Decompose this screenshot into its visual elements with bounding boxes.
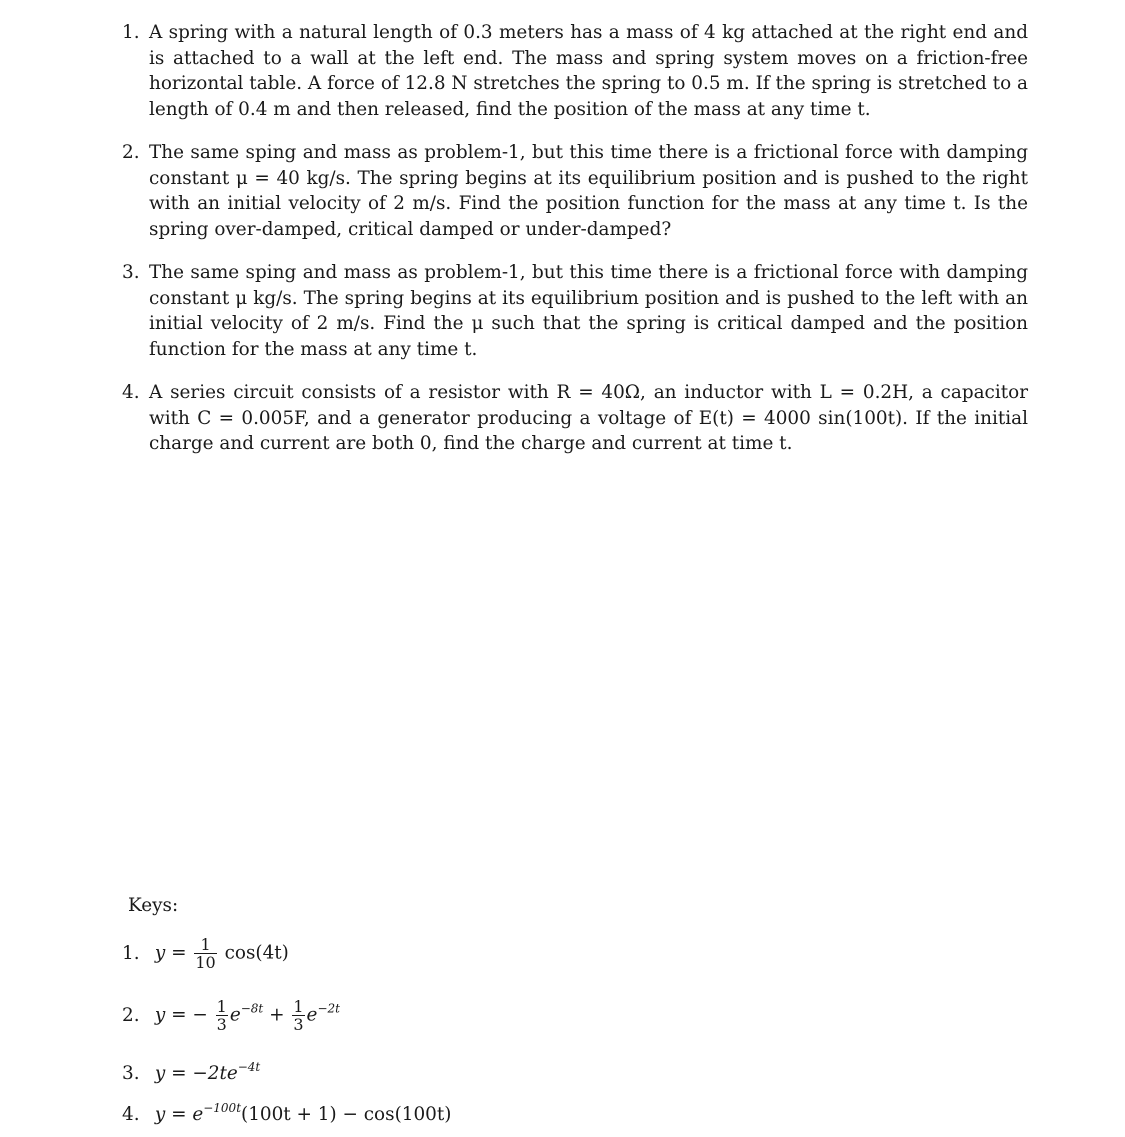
problem-text: A spring with a natural length of 0.3 meters has a mass of 4 kg attached at the right end and is attached to a wall at the left end. The mass and spring system moves on a friction-free horizontal table. A force of 12.8 N stretches the spring to 0.5 m. If the spring is stretched to a length of 0.4 m and then released, find the position of the mass at any time t. xyxy=(149,22,1028,120)
exponent: −2t xyxy=(317,1001,340,1016)
key-rest: (100t + 1) − cos(100t) xyxy=(241,1104,452,1125)
fraction xyxy=(292,998,304,1033)
problem-1 xyxy=(122,20,1028,122)
key-number: 3. xyxy=(122,1063,140,1084)
key-2 xyxy=(122,998,340,1033)
problem-2 xyxy=(122,140,1028,242)
problem-3 xyxy=(122,260,1028,362)
key-lhs: y = xyxy=(154,942,187,964)
fraction-denominator: 3 xyxy=(293,1015,304,1034)
fraction-numerator: 1 xyxy=(216,997,227,1016)
problem-text: The same sping and mass as problem-1, but this time there is a frictional force with damping constant μ kg/s. The spring begins at its equilibrium position and is pushed to the left with an initial velocity of 2 m/s. Find the μ such that the spring is critical damped and the position function for the mass at any time t. xyxy=(149,262,1028,360)
problem-number: 4. xyxy=(122,382,140,403)
key-3 xyxy=(122,1060,261,1084)
key-1 xyxy=(122,936,289,971)
plus-sign: + xyxy=(269,1004,285,1026)
fraction xyxy=(194,936,216,971)
key-number: 4. xyxy=(122,1104,140,1125)
exponent: −100t xyxy=(203,1101,242,1115)
fraction-numerator: 1 xyxy=(293,997,304,1016)
key-number: 2. xyxy=(122,1004,140,1026)
problem-number: 1. xyxy=(122,22,140,43)
keys-heading: Keys: xyxy=(128,895,179,916)
problem-4 xyxy=(122,380,1028,457)
problem-number: 3. xyxy=(122,262,140,283)
fraction-denominator: 10 xyxy=(195,953,216,972)
exponent: −4t xyxy=(237,1060,261,1074)
key-4 xyxy=(122,1101,452,1125)
key-number: 1. xyxy=(122,942,140,964)
key-rest: cos(4t) xyxy=(224,942,289,964)
problem-text: The same sping and mass as problem-1, but this time there is a frictional force with damping constant μ = 40 kg/s. The spring begins at its equilibrium position and is pushed to the right with an initial velocity of 2 m/s. Find the position function for the mass at any time t. Is the spring over-damped, critical damped or under-damped? xyxy=(149,142,1028,240)
problem-text: A series circuit consists of a resistor with R = 40Ω, an inductor with L = 0.2H, a capacitor with C = 0.005F, and a generator producing a voltage of E(t) = 4000 sin(100t). If the initial charge and current are both 0, find the charge and current at time t. xyxy=(149,382,1028,454)
problem-number: 2. xyxy=(122,142,140,163)
fraction-numerator: 1 xyxy=(194,936,216,954)
exp-base: e xyxy=(306,1004,318,1026)
key-lhs: y = − xyxy=(154,1004,208,1026)
fraction xyxy=(216,998,228,1033)
key-expression: y = −2te xyxy=(154,1063,238,1084)
fraction-denominator: 3 xyxy=(216,1015,227,1034)
key-expression: y = e xyxy=(154,1104,204,1125)
exp-base: e xyxy=(229,1004,241,1026)
exponent: −8t xyxy=(240,1001,264,1016)
